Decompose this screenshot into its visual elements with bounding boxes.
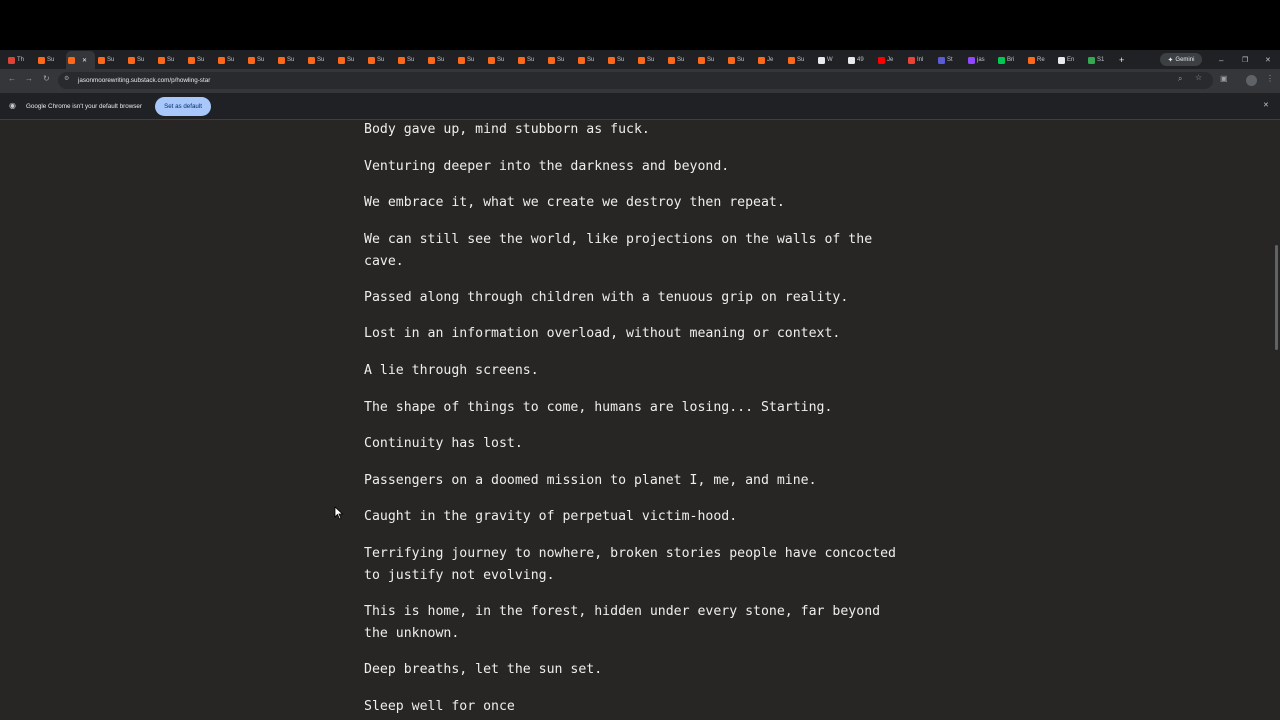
forward-icon[interactable]: → [25,74,33,83]
restore-button[interactable]: ❐ [1242,57,1249,64]
tab-label: Su [197,57,205,63]
tab[interactable] [546,53,575,67]
tab-label: Su [617,57,625,63]
tab[interactable] [1026,53,1055,67]
infobar-close-icon[interactable]: ✕ [1263,102,1269,109]
tab[interactable] [696,53,725,67]
tab-label: jas [977,57,985,63]
tab-label: Inl [917,57,924,63]
article-body [0,120,1273,720]
tab-label: Su [647,57,655,63]
tab-favicon-icon [758,57,765,64]
tab-label: S1 [1097,57,1105,63]
close-window-button[interactable]: ✕ [1265,57,1271,64]
tab[interactable] [966,53,995,67]
tab-label: Su [707,57,715,63]
screen-top-black-bar [0,0,1280,50]
tab-favicon-icon [38,57,45,64]
tab-favicon-icon [1088,57,1095,64]
mouse-pointer-icon [334,506,344,520]
tab-favicon-icon [458,57,465,64]
tab-favicon-icon [248,57,255,64]
poem-line: Deep breaths, let the sun set. [364,662,603,677]
address-bar[interactable] [58,72,1213,89]
tab-label: Su [47,57,55,63]
tab-label: Re [1037,57,1045,63]
tab-label: Su [287,57,295,63]
tab-label: Th [17,57,25,63]
tab[interactable] [486,53,515,67]
tab-strip [0,50,1280,69]
tab[interactable] [6,53,35,67]
tab[interactable] [96,53,125,67]
poem-line: A lie through screens. [364,363,539,378]
tab[interactable] [186,53,215,67]
tab-label: Su [797,57,805,63]
tab[interactable] [456,53,485,67]
tab-favicon-icon [878,57,885,64]
tab-favicon-icon [368,57,375,64]
gemini-button[interactable] [1160,53,1202,66]
profile-avatar[interactable] [1246,75,1257,86]
poem-line: Lost in an information overload, without meaning or context. [364,326,841,341]
site-info-icon[interactable]: ⚙ [64,76,70,82]
tab[interactable] [726,53,755,67]
tab-favicon-icon [338,57,345,64]
tab-favicon-icon [278,57,285,64]
tab-label: Su [137,57,145,63]
toolbar [0,69,1280,93]
tab-favicon-icon [818,57,825,64]
tab[interactable] [336,53,365,67]
tab-favicon-icon [428,57,435,64]
tab-favicon-icon [908,57,915,64]
tab[interactable] [666,53,695,67]
tab[interactable] [606,53,635,67]
tab-label: Su [107,57,115,63]
tab-favicon-icon [1058,57,1065,64]
poem-line: We can still see the world, like projections on the walls of the cave. [364,232,873,269]
tab-label: Su [317,57,325,63]
tab-favicon-icon [638,57,645,64]
tab[interactable] [636,53,665,67]
tab-label: Su [437,57,445,63]
poem-line: Passed along through children with a tenuous grip on reality. [364,290,849,305]
tab[interactable] [876,53,905,67]
poem-line: Venturing deeper into the darkness and beyond. [364,159,730,174]
tab-favicon-icon [728,57,735,64]
tab[interactable] [216,53,245,67]
tab-favicon-icon [848,57,855,64]
tab[interactable] [516,53,545,67]
tab-label: Je [887,57,894,63]
tab[interactable] [36,53,65,67]
poem-line: Caught in the gravity of perpetual victim-hood. [364,509,738,524]
menu-icon[interactable]: ⋮ [1266,74,1274,83]
infobar-message: Google Chrome isn't your default browser [26,103,143,110]
tab-favicon-icon [518,57,525,64]
tab-favicon-icon [1028,57,1035,64]
tab-favicon-icon [308,57,315,64]
poem-line: Sleep well for once [364,699,515,714]
tab-favicon-icon [578,57,585,64]
tab-favicon-icon [158,57,165,64]
tab-label: 49 [857,57,864,63]
tab-label: Su [557,57,565,63]
tab-label: Su [497,57,505,63]
tab-label: Su [527,57,535,63]
tab[interactable] [246,53,275,67]
tab-favicon-icon [8,57,15,64]
tab[interactable] [906,53,935,67]
set-as-default-button[interactable]: Set as default [155,97,211,116]
tab-close-icon[interactable]: ✕ [82,57,88,64]
tab[interactable] [1086,53,1115,67]
tab[interactable] [396,53,425,67]
tab-label: Su [347,57,355,63]
tab-label: W [827,57,833,63]
tab-favicon-icon [608,57,615,64]
tab-label: Su [167,57,175,63]
tab-favicon-icon [548,57,555,64]
tab[interactable] [786,53,815,67]
chrome-icon: ◉ [9,101,16,110]
tab[interactable] [306,53,335,67]
tab-favicon-icon [698,57,705,64]
tab[interactable] [1056,53,1085,67]
tab[interactable] [366,53,395,67]
tab-favicon-icon [938,57,945,64]
tab[interactable] [576,53,605,67]
gemini-label: Gemini [1175,56,1195,63]
tab-label: St [947,57,953,63]
tab[interactable] [756,53,785,67]
tab-favicon-icon [788,57,795,64]
tab[interactable] [996,53,1025,67]
tab-label: Su [257,57,265,63]
poem-line: The shape of things to come, humans are losing... Starting. [364,400,833,415]
tab[interactable] [816,53,845,67]
tab-active[interactable] [66,51,95,69]
tab[interactable] [126,53,155,67]
tab[interactable] [846,53,875,67]
tab-favicon-icon [98,57,105,64]
url-text[interactable]: jasonmoorewriting.substack.com/p/howling-star [78,77,211,84]
tab-label: En [1067,57,1075,63]
poem-line: Passengers on a doomed mission to planet I, me, and mine. [364,473,817,488]
tab-favicon-icon [68,57,75,64]
tab-label: Su [377,57,385,63]
scrollbar-track[interactable] [1273,120,1280,720]
minimize-button[interactable]: – [1219,55,1224,65]
tab-label: Su [737,57,745,63]
poem-line: Body gave up, mind stubborn as fuck. [364,122,650,137]
tab-label: Je [767,57,774,63]
tab-label: Su [467,57,475,63]
tab[interactable] [156,53,185,67]
tab-favicon-icon [998,57,1005,64]
tab-label: Su [677,57,685,63]
poem-line: We embrace it, what we create we destroy then repeat. [364,195,785,210]
new-tab-button[interactable]: + [1119,55,1125,65]
tab-favicon-icon [488,57,495,64]
tab-favicon-icon [968,57,975,64]
tab-label: Su [407,57,415,63]
tab-favicon-icon [218,57,225,64]
poem-line: This is home, in the forest, hidden under every stone, far beyond the unknown. [364,604,881,641]
tab[interactable] [426,53,455,67]
side-panel-icon[interactable]: ▣ [1220,74,1228,83]
gemini-sparkle-icon: ✦ [1167,56,1174,64]
tab-favicon-icon [188,57,195,64]
tab-label: Su [587,57,595,63]
tab[interactable] [936,53,965,67]
zoom-icon[interactable]: ⌕ [1178,74,1183,83]
poem-line: Terrifying journey to nowhere, broken stories people have concocted to justify not evolving. [364,546,896,583]
tab-favicon-icon [398,57,405,64]
tab-favicon-icon [128,57,135,64]
poem-line: Continuity has lost. [364,436,523,451]
tab-label: Bri [1007,57,1015,63]
tab[interactable] [276,53,305,67]
bookmark-star-icon[interactable]: ☆ [1195,73,1203,82]
back-icon[interactable]: ← [8,74,16,83]
scrollbar-thumb[interactable] [1275,245,1278,350]
reload-icon[interactable]: ↻ [43,74,50,83]
tab-label: Su [227,57,235,63]
tab-favicon-icon [668,57,675,64]
